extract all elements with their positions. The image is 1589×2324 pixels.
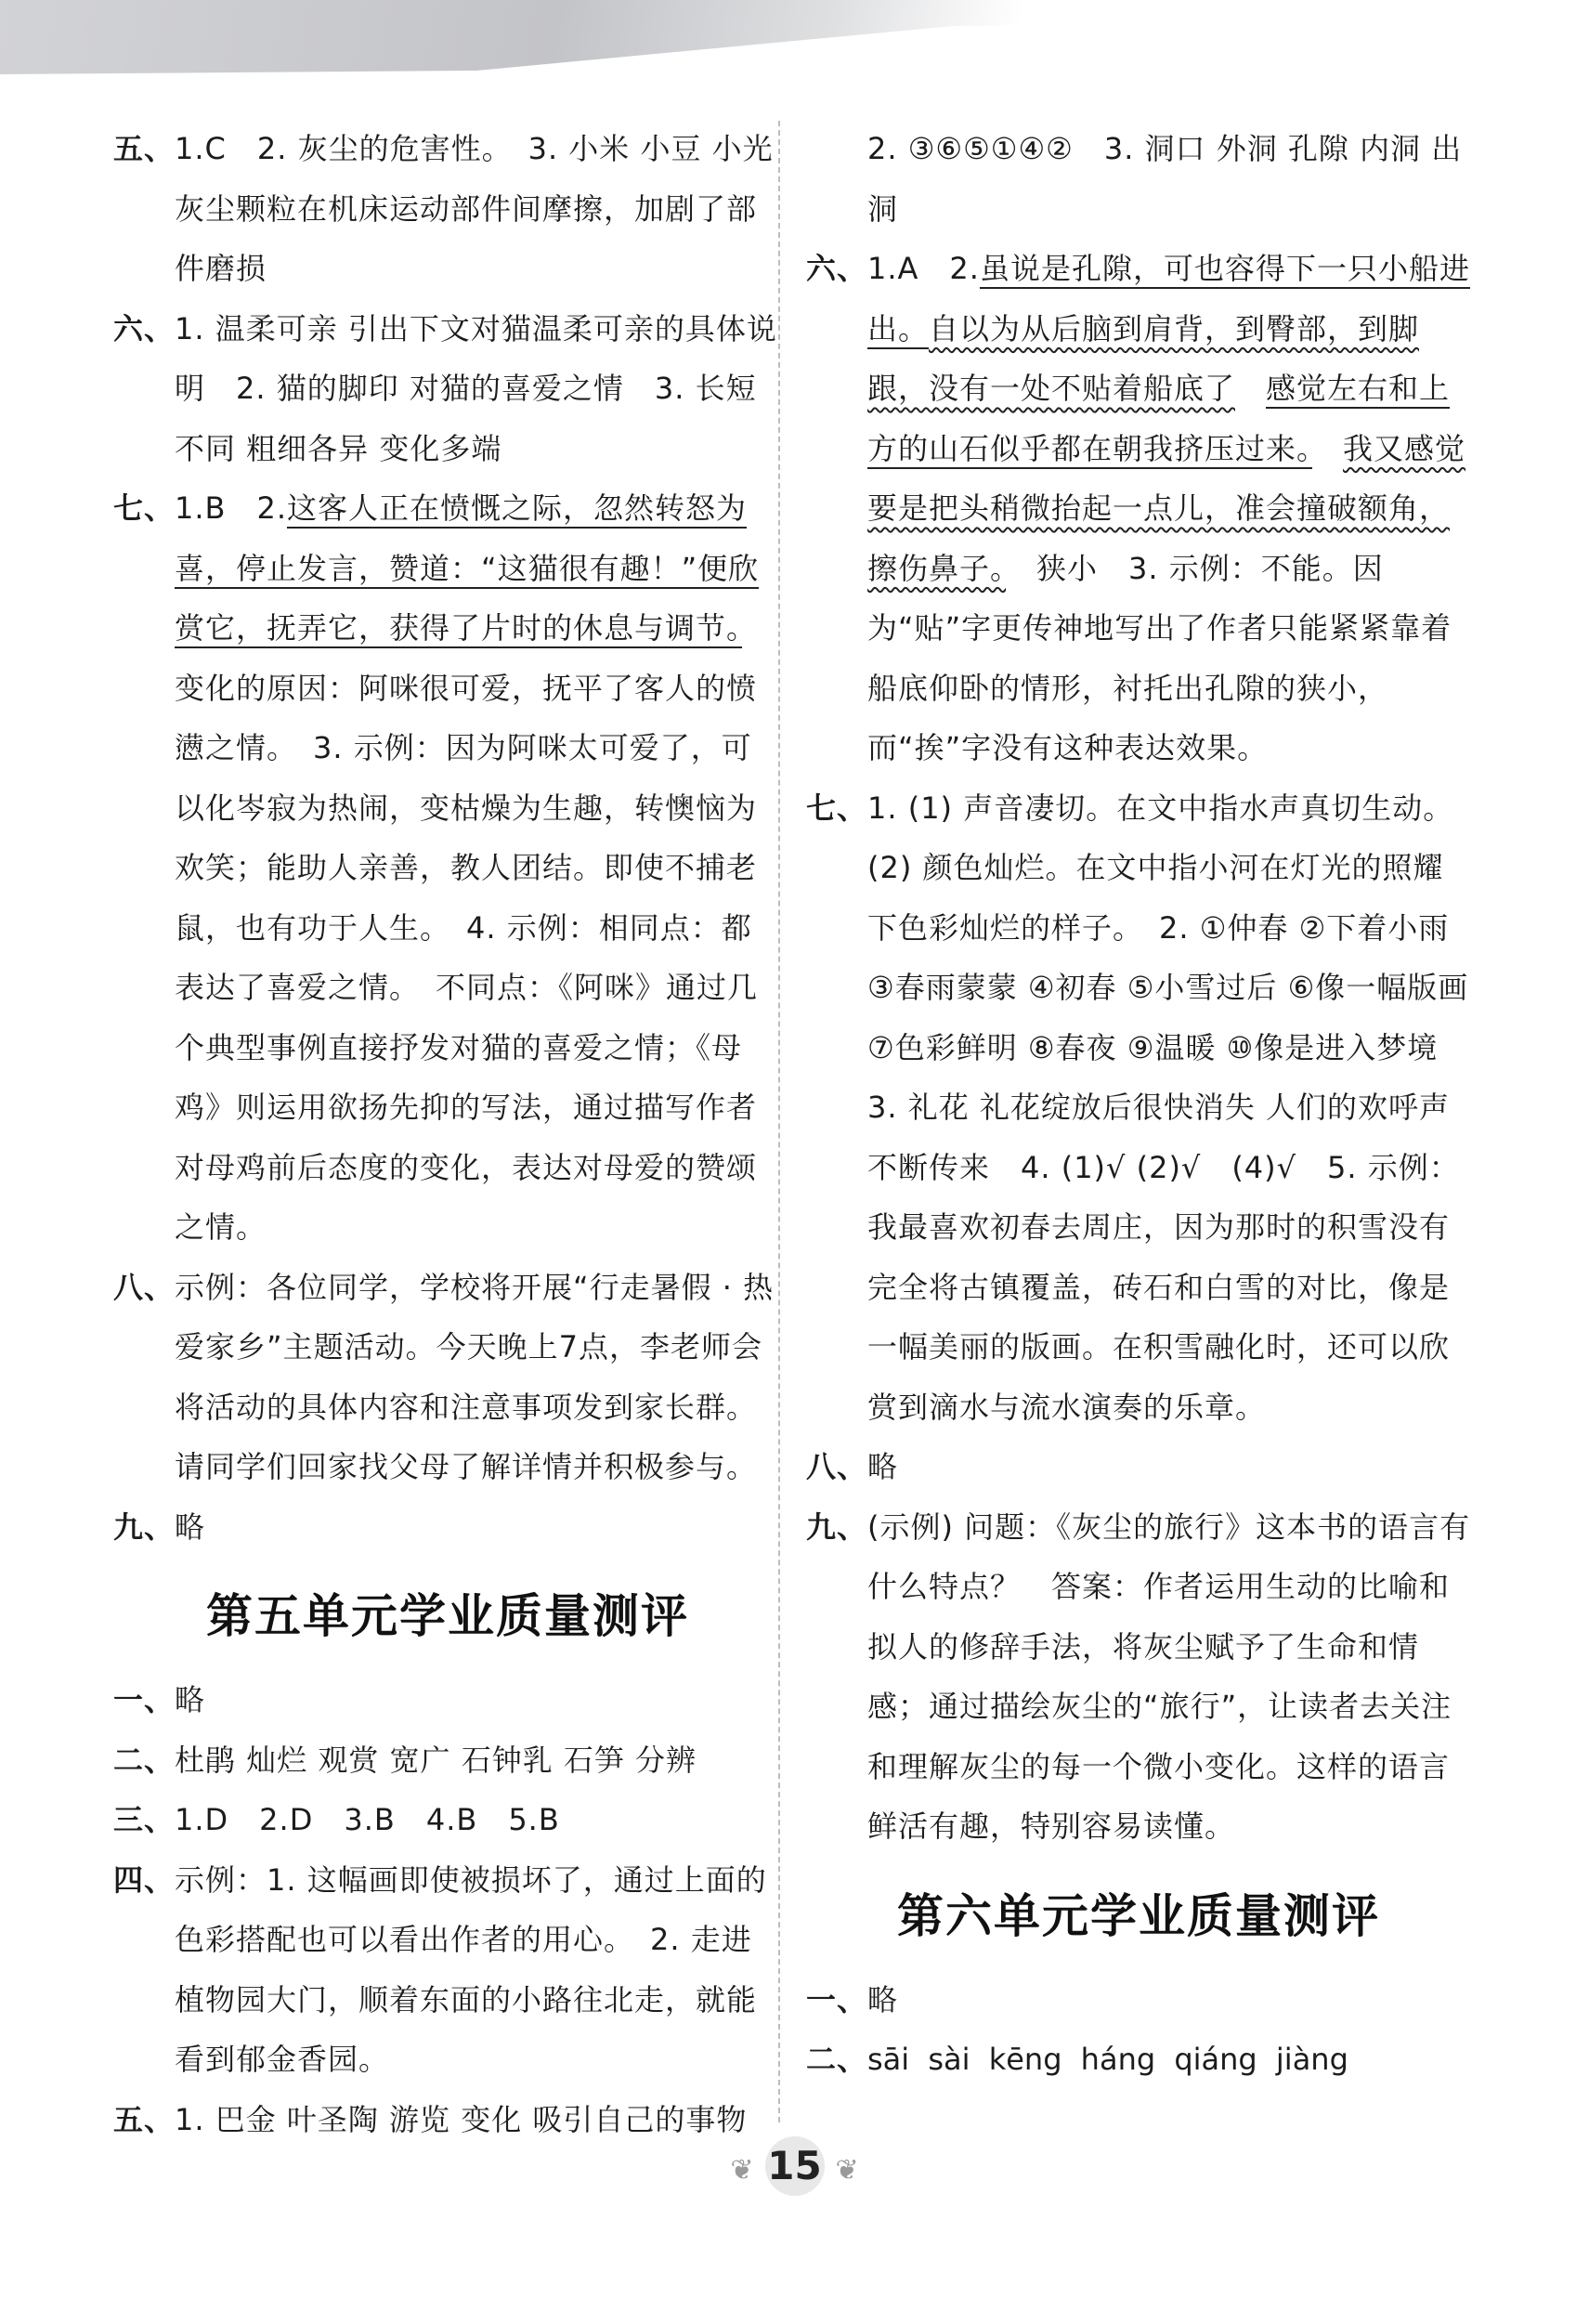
item-text: (示例) 问题：《灰尘的旅行》这本书的语言有什么特点？ 答案：作者运用生动的比喻和拟人的修辞手法，将灰尘赋予了生命和情感；通过描绘灰尘的“旅行”，让读者去关注和理解灰尘的每一个微小变化。这样的语言鲜活有趣，特别容易读懂。 [867, 1508, 1471, 1844]
answer-item [806, 778, 1471, 1438]
underlined-answer: 感觉左右和上方的山石似乎都在朝我挤压过来。 [867, 371, 1450, 469]
section-title-unit5: 第五单元学业质量测评 [206, 1589, 689, 1643]
item-text: 略 [175, 1682, 206, 1717]
underlined-answer: 虽说是孔隙，可也容得下一只小船进出。 [867, 251, 1470, 349]
item-number: 二、 [806, 2042, 868, 2077]
item-number: 六、 [113, 310, 176, 346]
item-text: 示例：各位同学，学校将开展“行走暑假 · 热爱家乡”主题活动。今天晚上7点，李老师会将活动的具体内容和注意事项发到家长群。请同学们回家找父母了解详情并积极参与。 [175, 1269, 775, 1484]
item-text: 狭小 3. 示例：不能。因为“贴”字更传神地写出了作者只能紧紧靠着船底仰卧的情形，衬托出孔隙的狭小，而“挨”字没有这种表达效果。 [867, 550, 1452, 765]
continued-answer: 2. ③⑥⑤①④② 3. 洞口 外洞 孔隙 内洞 出洞 [867, 131, 1463, 227]
answer-item [113, 1850, 782, 2090]
item-text: 略 [175, 1508, 206, 1545]
item-number: 七、 [113, 490, 176, 526]
item-text: 1.D 2.D 3.B 4.B 5.B [175, 1802, 560, 1837]
item-lead: 1.B 2. [175, 490, 288, 526]
answer-item [113, 299, 782, 479]
item-text: 示例：1. 这幅画即使被损坏了，通过上面的色彩搭配也可以看出作者的用心。 2. 走进植物园大门，顺着东面的小路往北走，就能看到郁金香园。 [175, 1861, 767, 2077]
leaf-left-icon: ❦ [730, 2154, 754, 2187]
answer-item [113, 1790, 782, 1850]
answer-item-pinyin [806, 2030, 1471, 2090]
item-number: 七、 [806, 790, 868, 826]
item-text: 1.C 2. 灰尘的危害性。 3. 小米 小豆 小光 灰尘颗粒在机床运动部件间摩擦，加剧了部件磨损 [175, 131, 774, 286]
answer-item [806, 1497, 1471, 1857]
item-number: 二、 [113, 1742, 176, 1778]
item-number: 一、 [113, 1682, 176, 1717]
item-number: 五、 [113, 2101, 176, 2137]
item-text: 1. 巴金 叶圣陶 游览 变化 吸引自己的事物 [175, 2101, 748, 2137]
pinyin-answer: sāi sài kēng háng qiáng jiàng [867, 2042, 1348, 2077]
answer-item [113, 119, 782, 299]
item-text: 变化的原因：阿咪很可爱，抚平了客人的愤懑之情。 3. 示例：因为阿咪太可爱了，可以化岑寂为热闹，变枯燥为生趣，转懊恼为欢笑；能助人亲善，教人团结。即使不捕老鼠，也有功于人生。 4. 示例：相同点：都表达了喜爱之情。 不同点：《阿咪》通过几个典型事例直接抒发对猫的喜爱之情；《母鸡》则运用欲扬先抑的写法，通过描写作者对母鸡前后态度的变化，表达对母爱的赞颂之情。 [175, 610, 774, 1245]
item-number: 一、 [806, 1981, 868, 2017]
leaf-right-icon: ❦ [835, 2154, 859, 2187]
item-text: 1. 温柔可亲 引出下文对猫温柔可亲的具体说明 2. 猫的脚印 对猫的喜爱之情 3. 长短不同 粗细各异 变化多端 [175, 310, 777, 466]
underlined-answer: 这客人正在愤慨之际，忽然转怒为喜，停止发言，赞道：“这猫很有趣！”便欣赏它，抚弄它，获得了片时的休息与调节。 [175, 490, 759, 648]
answer-item [113, 1670, 782, 1730]
right-column [806, 119, 1471, 2090]
item-number: 五、 [113, 131, 176, 166]
page-number-footer [0, 2136, 1589, 2196]
top-shade-decoration [0, 0, 1589, 74]
answer-item [113, 1258, 782, 1497]
item-text: 1. (1) 声音凄切。在文中指水声真切生动。(2) 颜色灿烂。在文中指小河在灯光的照耀下色彩灿烂的样子。 2. ①仲春 ②下着小雨 ③春雨蒙蒙 ④初春 ⑤小雪过后 ⑥像一幅版画 ⑦色彩鲜明 ⑧春夜 ⑨温暖 ⑩像是进入梦境 3. 礼花 礼花绽放后很快消失 人们的欢呼声不断传来 4. (1)√ (2)√ (4)√ 5. 示例：我最喜欢初春去周庄，因为那时的积雪没有完全将古镇覆盖，砖石和白雪的对比，像是一幅美丽的版画。在积雪融化时，还可以欣赏到滴水与流水演奏的乐章。 [867, 790, 1469, 1425]
column-divider [778, 121, 780, 2122]
item-lead: 1.A 2. [867, 251, 980, 286]
item-text: 略 [867, 1981, 899, 2017]
item-text: 杜鹃 灿烂 观赏 宽广 石钟乳 石笋 分辨 [175, 1742, 697, 1778]
gap [1312, 431, 1343, 466]
item-number: 九、 [806, 1508, 868, 1545]
answer-item-q7 [113, 478, 782, 1258]
left-column [113, 119, 782, 2149]
answer-item-q6 [806, 239, 1471, 778]
item-text: 略 [867, 1449, 899, 1484]
item-number: 八、 [806, 1449, 868, 1484]
wavy-underlined-answer: 我又感觉要是把头稍微抬起一点儿，准会撞破额角，擦伤鼻子。 [867, 430, 1466, 586]
item-number: 三、 [113, 1802, 176, 1837]
item-number: 九、 [113, 1508, 176, 1545]
item-number: 六、 [806, 251, 868, 286]
section-title-unit6: 第六单元学业质量测评 [897, 1888, 1380, 1943]
gap [1235, 371, 1266, 406]
answer-item [806, 1437, 1471, 1497]
item-number: 八、 [113, 1269, 176, 1305]
answer-item [113, 1497, 782, 1558]
page-number: 15 [765, 2136, 825, 2196]
answer-item [806, 1970, 1471, 2030]
wavy-underlined-answer: 自以为从后脑到肩背，到臀部，到脚跟，没有一处不贴着船底了 [867, 310, 1420, 406]
answer-item [113, 1730, 782, 1791]
item-number: 四、 [113, 1861, 176, 1898]
